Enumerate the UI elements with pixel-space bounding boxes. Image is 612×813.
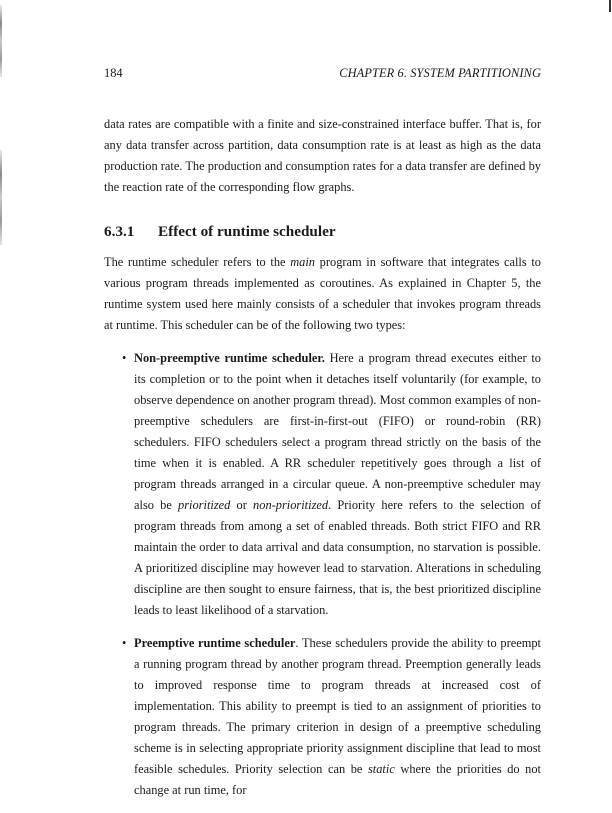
emphasis-static: static bbox=[367, 762, 395, 776]
section-number: 6.3.1 bbox=[104, 223, 135, 240]
running-header bbox=[104, 64, 541, 82]
scheduler-types-list bbox=[104, 348, 541, 801]
emphasis-prioritized: prioritized bbox=[178, 498, 231, 512]
item-title: Preemptive runtime scheduler bbox=[134, 636, 296, 650]
list-item-non-preemptive bbox=[122, 348, 541, 621]
scan-corner-mark bbox=[609, 0, 611, 12]
text-run: or bbox=[230, 498, 254, 512]
document-page bbox=[104, 64, 541, 813]
text-run: program in software that integrates calls to various program threads implemented as coroutines. As explained in Chapter 5, the runtime system used here mainly consists of a scheduler that invokes program threads at runtime. This scheduler can be of the following two types: bbox=[104, 255, 541, 332]
bullet-icon: • bbox=[122, 351, 127, 365]
item-title: Non-preemptive runtime scheduler. bbox=[134, 351, 325, 365]
bullet-icon: • bbox=[122, 636, 127, 650]
text-run: The runtime scheduler refers to the bbox=[104, 255, 291, 269]
page-number: 184 bbox=[104, 66, 123, 80]
section-title: Effect of runtime scheduler bbox=[158, 223, 336, 240]
text-run: . Priority here refers to the selection of program threads from among a set of enabled threads. Both strict FIFO and RR maintain the order to data arrival and data consumption, no starvation is possible. A prioritized discipline may however lead to starvation. Alterations in scheduling discipline are then sought to ensure fairness, that is, the best prioritized discipline leads to least likelihood of a starvation. bbox=[134, 498, 541, 617]
text-run: . These schedulers provide the ability to preempt a running program thread by another program thread. Preemption generally leads to improved response time to program threads at increased cost of implementation. This ability to preempt is tied to an assignment of priorities to program threads. The primary criterion in design of a preemptive scheduling scheme is in selecting appropriate priority assignment discipline that lead to most feasible schedules. Priority selection can be bbox=[134, 636, 541, 776]
list-item-preemptive bbox=[122, 633, 542, 801]
section-paragraph bbox=[104, 252, 541, 336]
scan-edge-artifact bbox=[0, 150, 2, 245]
text-run: where the priorities do not change at run time, for bbox=[134, 762, 542, 797]
emphasis-non-prioritized: non-prioritized bbox=[253, 498, 329, 512]
chapter-title: CHAPTER 6. SYSTEM PARTITIONING bbox=[339, 66, 541, 80]
section-heading bbox=[104, 222, 541, 242]
intro-paragraph: data rates are compatible with a finite and size-constrained interface buffer. That is, for any data transfer across partition, data consumption rate is at least as high as the data production rate. The production and consumption rates for a data transfer are defined by the reaction rate of the corresponding flow graphs. bbox=[104, 117, 541, 194]
scan-edge-artifact bbox=[0, 5, 2, 77]
text-run: Here a program thread executes either to its completion or to the point when it detaches itself voluntarily (for example, to observe dependence on another program thread). Most common examples of non-preemptive schedulers are first-in-first-out (FIFO) or round-robin (RR) schedulers. FIFO schedulers select a program thread strictly on the basis of the time when it is enabled. A RR scheduler repetitively goes through a list of program threads arranged in a circular queue. A non-preemptive scheduler may also be bbox=[134, 351, 541, 512]
emphasis-main: main bbox=[290, 255, 316, 269]
